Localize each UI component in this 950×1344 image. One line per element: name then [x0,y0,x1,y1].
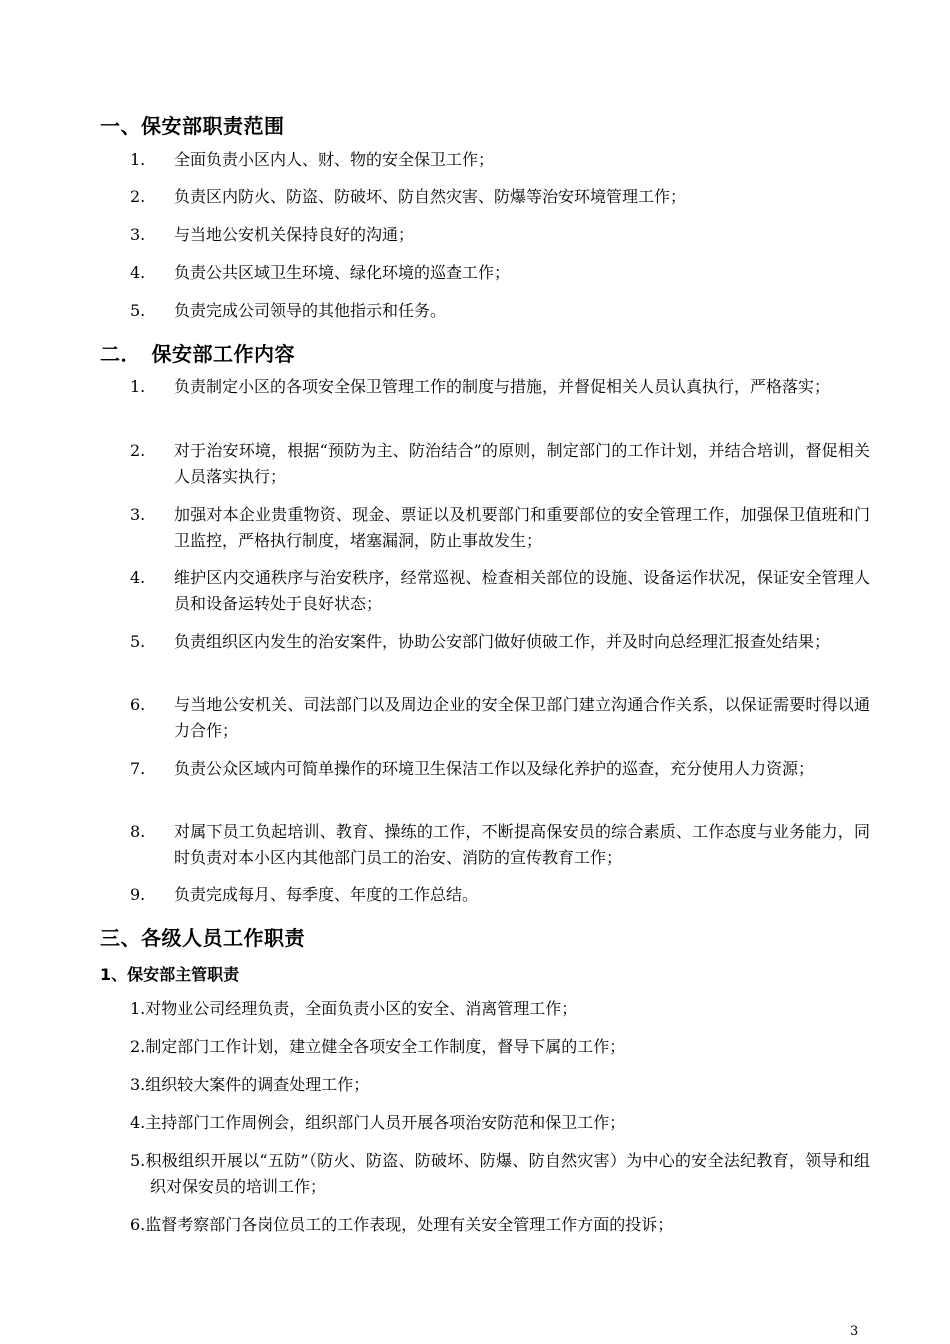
item-number: 2. [130,441,146,460]
list-item [130,147,870,173]
list-item [130,374,870,400]
list-item [130,756,870,782]
list-item [130,1148,870,1200]
item-text: 加强对本企业贵重物资、现金、票证以及机要部门和重要部位的安全管理工作，加强保卫值班和门卫监控，严格执行制度，堵塞漏洞，防止事故发生； [174,505,870,550]
section2-heading: 二． 保安部工作内容 [100,342,295,366]
item-text: 负责完成每月、每季度、年度的工作总结。 [174,885,479,904]
list-item [130,996,870,1022]
item-text: 2.制定部门工作计划，建立健全各项安全工作制度，督导下属的工作； [130,1037,626,1056]
list-item [130,1034,870,1060]
item-number: 3. [130,225,146,244]
item-text: 负责完成公司领导的其他指示和任务。 [174,301,447,320]
item-number: 4. [130,263,146,282]
list-item [130,260,870,286]
item-number: 1. [130,377,146,396]
item-text: 负责公众区域内可简单操作的环境卫生保洁工作以及绿化养护的巡查，充分使用人力资源； [174,759,815,778]
item-text: 5.积极组织开展以“五防”（防火、防盗、防破坏、防爆、防自然灾害）为中心的安全法纪教育，领导和组织对保安员的培训工作； [130,1151,870,1196]
item-number: 9. [130,885,146,904]
item-text: 6.监督考察部门各岗位员工的工作表现，处理有关安全管理工作方面的投诉； [130,1215,674,1234]
item-text: 全面负责小区内人、财、物的安全保卫工作； [174,150,495,169]
item-text: 与当地公安机关保持良好的沟通； [174,225,415,244]
item-text: 与当地公安机关、司法部门以及周边企业的安全保卫部门建立沟通合作关系，以保证需要时得以通力合作； [174,695,870,740]
list-item [130,882,870,908]
item-number: 4. [130,568,146,587]
list-item [130,819,870,871]
list-item [130,629,870,655]
item-text: 4.主持部门工作周例会，组织部门人员开展各项治安防范和保卫工作； [130,1113,626,1132]
item-text: 1.对物业公司经理负责，全面负责小区的安全、消离管理工作； [130,999,578,1018]
list-item [130,222,870,248]
list-item [130,565,870,617]
item-text: 负责公共区域卫生环境、绿化环境的巡查工作； [174,263,511,282]
list-item [130,1212,870,1238]
item-number: 5. [130,301,146,320]
list-item [130,298,870,324]
item-text: 负责区内防火、防盗、防破坏、防自然灾害、防爆等治安环境管理工作； [174,187,687,206]
item-text: 维护区内交通秩序与治安秩序，经常巡视、检查相关部位的设施、设备运作状况，保证安全管理人员和设备运转处于良好状态； [174,568,870,613]
item-text: 3.组织较大案件的调查处理工作； [130,1075,370,1094]
item-text: 对属下员工负起培训、教育、操练的工作，不断提高保安员的综合素质、工作态度与业务能力，同时负责对本小区内其他部门员工的治安、消防的宣传教育工作； [174,822,870,867]
item-number: 3. [130,505,146,524]
section1-heading: 一、保安部职责范围 [100,114,285,138]
item-text: 负责组织区内发生的治安案件，协助公安部门做好侦破工作，并及时向总经理汇报查处结果； [174,632,831,651]
page-number: 3 [850,1324,859,1339]
item-text: 负责制定小区的各项安全保卫管理工作的制度与措施，并督促相关人员认真执行，严格落实； [174,377,831,396]
item-number: 1. [130,150,146,169]
item-number: 6. [130,695,146,714]
item-number: 2. [130,187,146,206]
list-item [130,1072,870,1098]
item-number: 8. [130,822,146,841]
list-item [130,692,870,744]
list-item [130,1110,870,1136]
list-item [130,502,870,554]
list-item [130,438,870,490]
section3-subheading: 1、保安部主管职责 [100,965,240,984]
list-item [130,184,870,210]
item-number: 7. [130,759,146,778]
item-number: 5. [130,632,146,651]
section3-heading: 三、各级人员工作职责 [100,926,305,950]
item-text: 对于治安环境，根据“预防为主、防治结合”的原则，制定部门的工作计划，并结合培训，督促相关人员落实执行； [174,441,870,486]
